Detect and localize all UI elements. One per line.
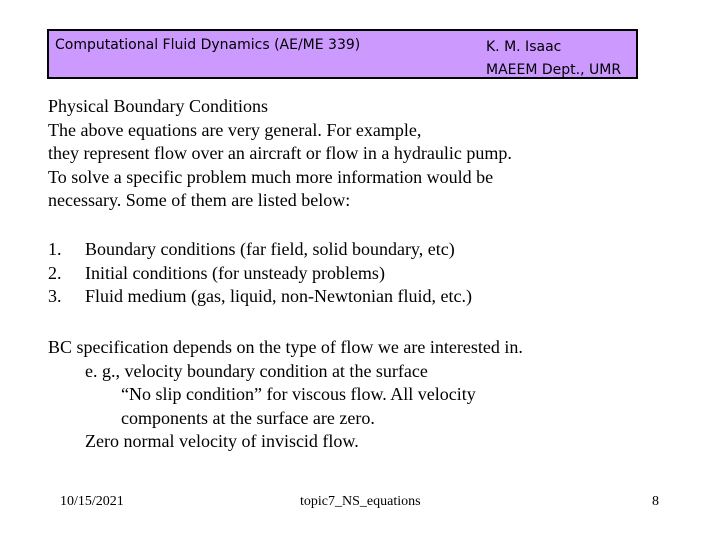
paragraph-line: To solve a specific problem much more information would be xyxy=(48,166,494,187)
course-title: Computational Fluid Dynamics (AE/ME 339) xyxy=(55,37,361,53)
footer-topic: topic7_NS_equations xyxy=(300,494,421,509)
slide-header xyxy=(47,29,638,79)
list-text: Fluid medium (gas, liquid, non-Newtonian fluid, etc.) xyxy=(85,286,472,306)
list-number: 3. xyxy=(48,286,62,306)
bc-section xyxy=(48,336,523,454)
list-text: Boundary conditions (far field, solid boundary, etc) xyxy=(85,239,455,259)
author-name: K. M. Isaac xyxy=(486,39,562,55)
bc-line: BC specification depends on the type of flow we are interested in. xyxy=(48,337,523,357)
paragraph-line: necessary. Some of them are listed below: xyxy=(48,190,351,210)
author-block xyxy=(486,36,621,82)
paragraph-line: The above equations are very general. For example, xyxy=(48,119,422,140)
intro-section xyxy=(48,95,512,213)
bc-line: e. g., velocity boundary condition at the surface xyxy=(85,360,428,381)
list-number: 2. xyxy=(48,262,62,283)
list-number: 1. xyxy=(48,239,62,259)
section-title: Physical Boundary Conditions xyxy=(48,96,268,116)
department: MAEEM Dept., UMR xyxy=(486,62,622,78)
list-text: Initial conditions (for unsteady problems) xyxy=(85,262,385,283)
paragraph-line: they represent flow over an aircraft or flow in a hydraulic pump. xyxy=(48,143,512,163)
page-number: 8 xyxy=(652,494,659,509)
bc-line: components at the surface are zero. xyxy=(121,407,375,428)
footer-date: 10/15/2021 xyxy=(60,494,124,509)
bc-line: Zero normal velocity of inviscid flow. xyxy=(85,431,359,451)
bc-line: “No slip condition” for viscous flow. All velocity xyxy=(121,384,476,404)
